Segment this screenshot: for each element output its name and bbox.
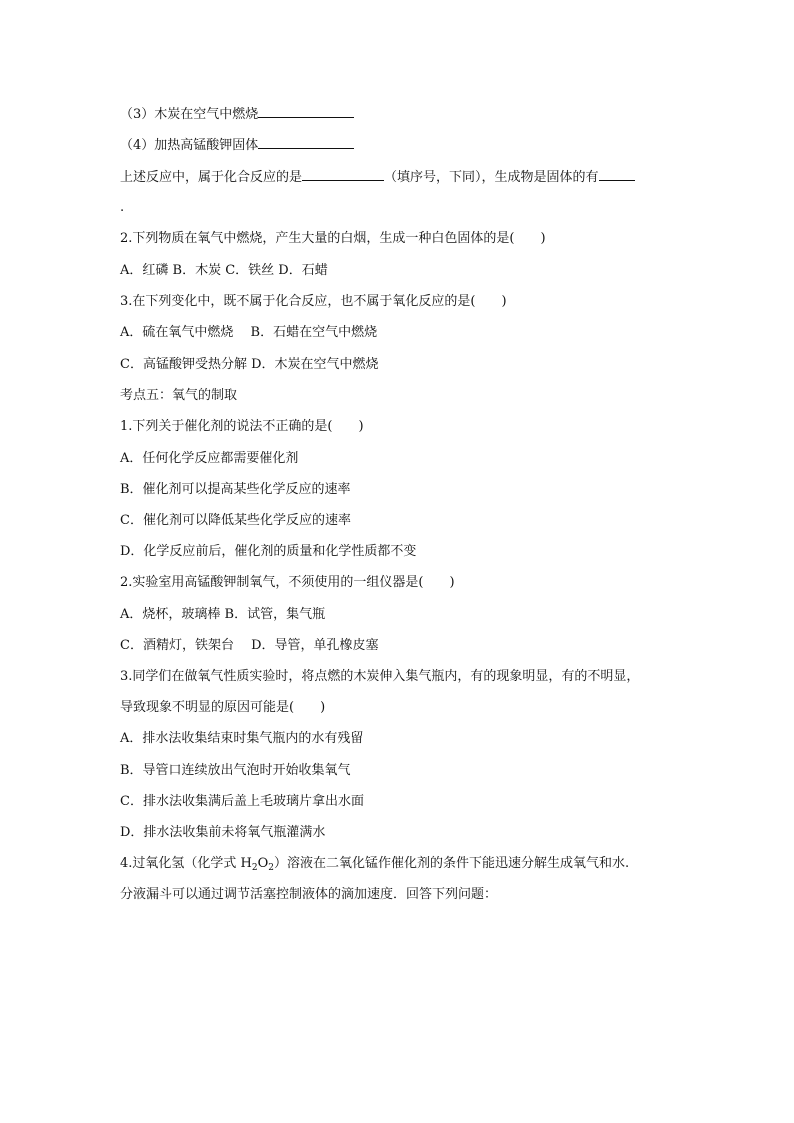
s1-option-c: C．催化剂可以降低某些化学反应的速率: [120, 513, 351, 528]
q1-summary-mid: （填序号，下同），生成物是固体的有: [384, 170, 599, 185]
answer-blank-combination[interactable]: [302, 168, 384, 181]
section-title: 考点五：氧气的制取: [120, 388, 238, 403]
answer-blank-solid[interactable]: [599, 168, 635, 181]
s4-stem-line-1: [120, 855, 629, 873]
s4-stem-line-2: 分液漏斗可以通过调节活塞控制液体的滴加速度．回答下列问题：: [120, 887, 498, 902]
q1-item-4-text: （4）加热高锰酸钾固体: [120, 138, 259, 153]
q1-summary-end: .: [120, 200, 125, 215]
s3-option-a: A．排水法收集结束时集气瓶内的水有残留: [120, 731, 364, 746]
s2-options-cd: C．酒精灯，铁架台 D．导管，单孔橡皮塞: [120, 638, 379, 653]
q3-options-ab: A．硫在氧气中燃烧 B．石蜡在空气中燃烧: [120, 325, 378, 340]
s4-formula-o: O: [257, 856, 269, 871]
s3-option-b: B．导管口连续放出气泡时开始收集氧气: [120, 763, 351, 778]
s3-option-d: D．排水法收集前未将氧气瓶灌满水: [120, 825, 326, 840]
q3-stem: 3.在下列变化中，既不属于化合反应，也不属于氧化反应的是( ): [120, 294, 507, 309]
s4-stem-post: ）溶液在二氧化锰作催化剂的条件下能迅速分解生成氧气和水.: [274, 856, 630, 871]
q2-options: A．红磷 B．木炭 C．铁丝 D．石蜡: [120, 263, 328, 278]
s3-stem-line-1: 3.同学们在做氧气性质实验时，将点燃的木炭伸入集气瓶内，有的现象明显，有的不明显，: [120, 669, 640, 684]
s1-option-d: D．化学反应前后，催化剂的质量和化学性质都不变: [120, 544, 417, 559]
s4-stem-pre: 4.过氧化氢（化学式 H: [120, 856, 252, 871]
q2-stem: 2.下列物质在氧气中燃烧，产生大量的白烟，生成一种白色固体的是( ): [120, 231, 546, 246]
s2-options-ab: A．烧杯，玻璃棒 B．试管，集气瓶: [120, 607, 326, 622]
q3-options-cd: C．高锰酸钾受热分解 D．木炭在空气中燃烧: [120, 357, 379, 372]
answer-blank[interactable]: [258, 105, 354, 118]
q1-item-3-text: （3）木炭在空气中燃烧: [120, 107, 259, 122]
s4-subscript-1: 2: [251, 863, 258, 873]
q1-summary: [120, 168, 635, 187]
s1-option-b: B．催化剂可以提高某些化学反应的速率: [120, 482, 351, 497]
s4-subscript-2: 2: [268, 863, 275, 873]
s1-stem: 1.下列关于催化剂的说法不正确的是( ): [120, 419, 364, 434]
q1-item-3: [120, 105, 354, 124]
q1-summary-pre: 上述反应中，属于化合反应的是: [120, 170, 303, 185]
s3-stem-line-2: 导致现象不明显的原因可能是( ): [120, 700, 326, 715]
s2-stem: 2.实验室用高锰酸钾制氧气，不须使用的一组仪器是( ): [120, 575, 455, 590]
s1-option-a: A．任何化学反应都需要催化剂: [120, 451, 299, 466]
s3-option-c: C．排水法收集满后盖上毛玻璃片拿出水面: [120, 794, 364, 809]
q1-item-4: [120, 136, 354, 155]
answer-blank[interactable]: [258, 136, 354, 149]
